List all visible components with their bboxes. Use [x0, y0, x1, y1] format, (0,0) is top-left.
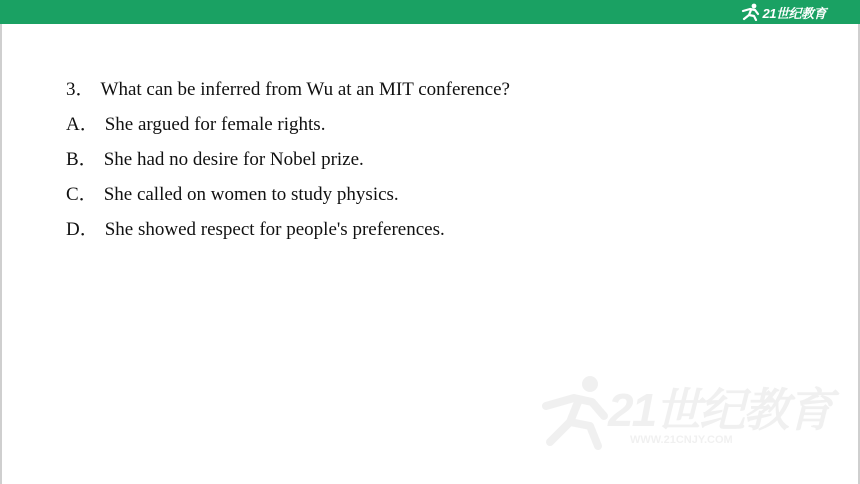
brand-logo [740, 2, 826, 22]
question-block [66, 72, 766, 247]
option-text: She called on women to study physics. [103, 184, 399, 205]
option-b [66, 142, 766, 177]
option-letter: C． [66, 184, 98, 205]
question-number: 3． [66, 79, 95, 100]
watermark [538, 372, 838, 462]
option-letter: D． [66, 219, 99, 240]
question-stem [66, 72, 766, 107]
option-letter: B． [66, 149, 98, 170]
logo-text: 21世纪教育 [762, 5, 826, 21]
option-d [66, 212, 766, 247]
watermark-subtext: WWW.21CNJY.COM [630, 434, 733, 446]
option-a [66, 107, 766, 142]
watermark-text: 21世纪教育 [608, 384, 832, 436]
option-text: She had no desire for Nobel prize. [103, 149, 364, 170]
watermark-runner-icon [538, 372, 618, 452]
option-letter: A． [66, 114, 99, 135]
header-bar [0, 0, 860, 24]
option-c [66, 177, 766, 212]
option-text: She showed respect for people's preferences. [104, 219, 445, 240]
runner-icon [740, 3, 762, 21]
option-text: She argued for female rights. [104, 114, 326, 135]
frame-left-border [0, 24, 2, 484]
question-text: What can be inferred from Wu at an MIT conference? [100, 79, 510, 100]
